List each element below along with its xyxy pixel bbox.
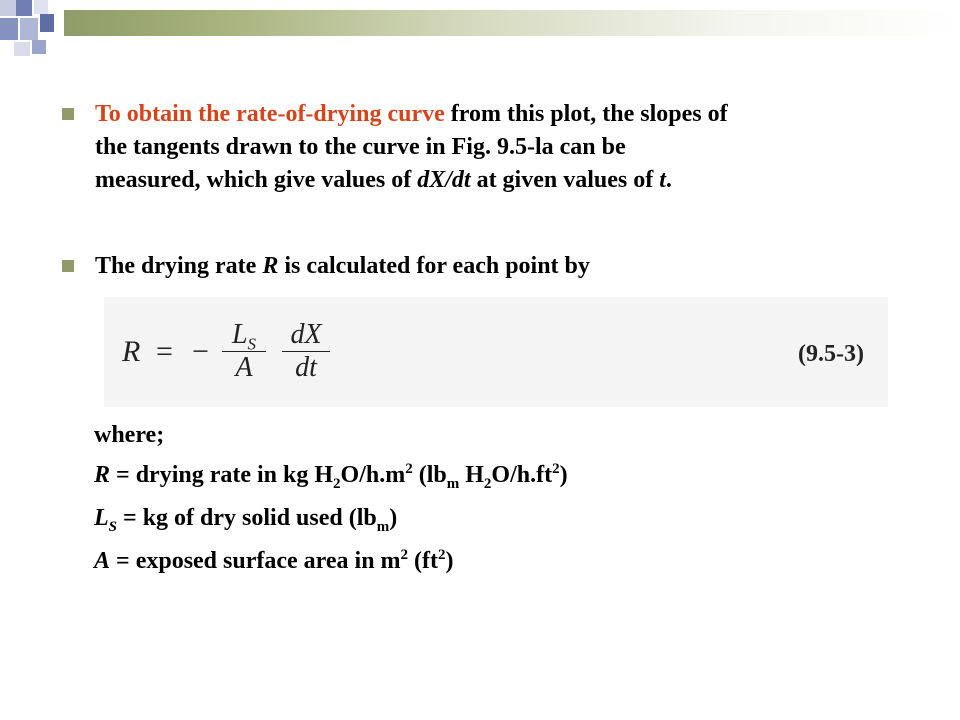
subscript-s: S: [247, 334, 257, 354]
bullet-square-icon: [62, 260, 74, 272]
equation-panel: [104, 297, 888, 407]
variable-r: R: [262, 253, 279, 279]
where-label: where;: [94, 422, 165, 448]
text-span: = exposed surface area in m: [110, 548, 401, 574]
superscript: 2: [438, 547, 446, 563]
definition-r: [94, 460, 568, 490]
equation-equals: =: [156, 335, 173, 368]
variable-a: A: [94, 548, 111, 574]
superscript: 2: [400, 547, 409, 563]
subscript: 2: [333, 475, 341, 492]
equation-lhs: R: [122, 335, 141, 368]
text-span: = kg of dry solid used (lb: [117, 505, 377, 531]
fraction-denominator: A: [222, 351, 266, 384]
equation-number: (9.5-3): [798, 341, 864, 367]
text-span: is calculated for each point by: [278, 253, 590, 279]
variable-dxdt: dX/dt: [417, 167, 471, 193]
superscript: 2: [552, 461, 560, 477]
text-span: .: [665, 167, 672, 193]
fraction-numerator: dX: [290, 319, 322, 350]
bullet-text-1: [95, 98, 945, 197]
text-span: O/h.ft: [491, 462, 553, 488]
decor-square: [20, 18, 38, 40]
text-span: O/h.m: [340, 462, 406, 488]
decor-square: [14, 42, 30, 56]
text-span: ): [389, 505, 398, 531]
text-span: ): [445, 548, 454, 574]
definition-ls: [94, 503, 397, 533]
decor-square: [34, 0, 48, 14]
definition-a: [94, 546, 454, 576]
text-span: the tangents drawn to the curve in Fig. 9.5-la can be: [95, 134, 626, 160]
variable-l: L: [94, 505, 109, 531]
decor-square: [0, 18, 18, 40]
bullet-square-icon: [62, 108, 74, 120]
subscript: 2: [483, 475, 492, 492]
decor-square: [16, 0, 32, 16]
variable-r: R: [94, 462, 111, 488]
decor-square: [0, 0, 16, 16]
text-span: at given values of: [470, 167, 660, 193]
text-span: ): [559, 462, 568, 488]
fraction-ls-over-a: [222, 319, 266, 384]
text-span: measured, which give values of: [95, 167, 418, 193]
equation-minus: −: [192, 335, 209, 368]
highlight-text: To obtain the rate-of-drying curve: [95, 101, 445, 127]
text-span: H: [459, 462, 484, 488]
text-span: The drying rate: [95, 253, 263, 279]
decor-square: [32, 40, 46, 54]
fraction-denominator: dt: [282, 351, 330, 384]
fraction-dx-over-dt: [282, 319, 330, 384]
decor-square: [40, 14, 54, 32]
subscript: m: [446, 475, 460, 492]
superscript: 2: [405, 461, 413, 477]
fraction-numerator: [222, 319, 266, 354]
subscript: m: [376, 518, 390, 535]
text-span: (ft: [408, 548, 439, 574]
text-span: from this plot, the slopes of: [444, 101, 728, 127]
numerator-l: L: [231, 319, 248, 350]
variable-t: t: [659, 167, 666, 193]
text-span: (lb: [412, 462, 447, 488]
bullet-text-2: [95, 250, 945, 283]
subscript: S: [108, 518, 118, 535]
text-span: = drying rate in kg H: [110, 462, 334, 488]
header-bar: [64, 10, 960, 36]
